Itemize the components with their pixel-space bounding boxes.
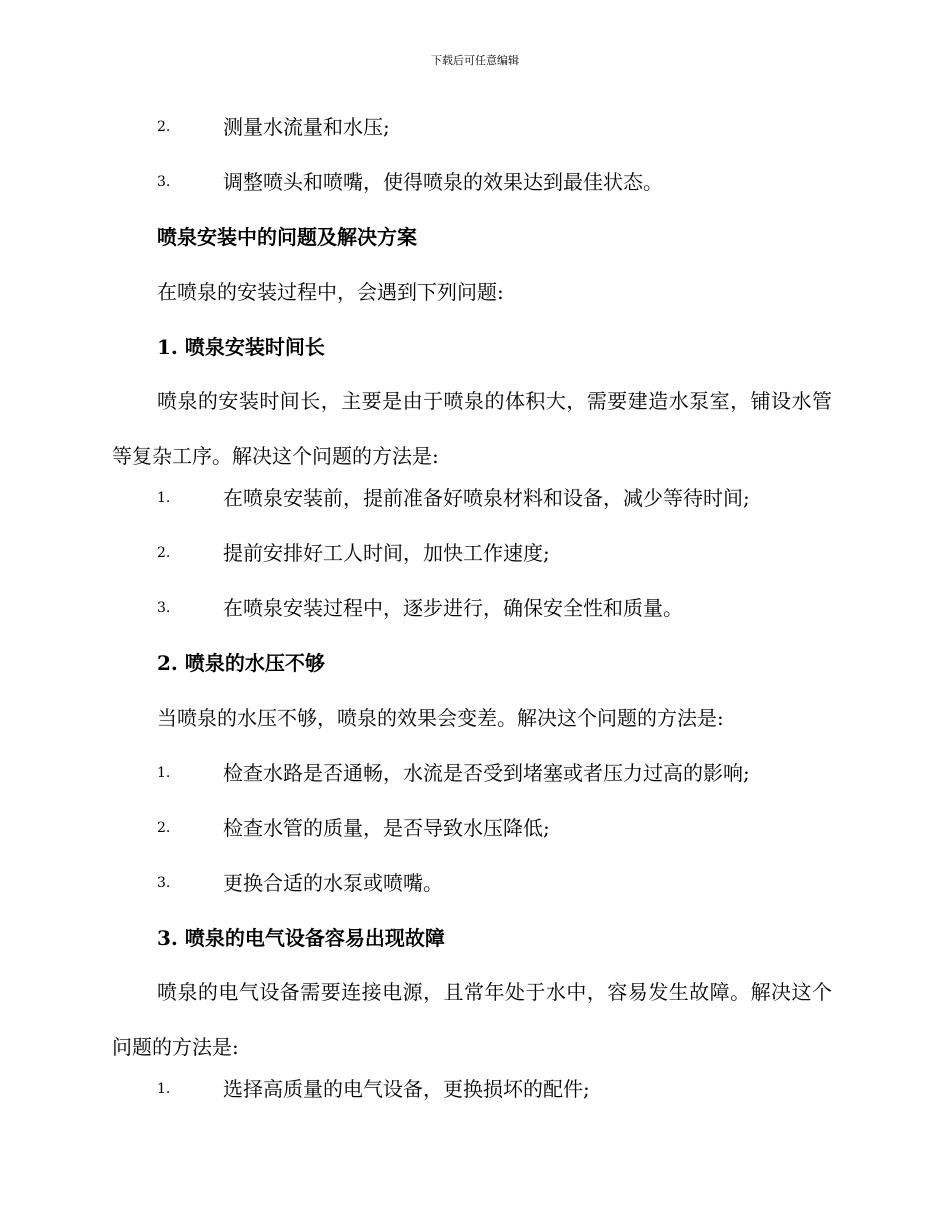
paragraph: 在喷泉的安装过程中，会遇到下列问题: <box>157 280 504 304</box>
subsection-heading: 1. 喷泉安装时间长 <box>157 335 325 359</box>
list-number: 2. <box>157 820 171 836</box>
list-text: 调整喷头和喷嘴，使得喷泉的效果达到最佳状态。 <box>223 170 663 194</box>
subsection-heading: 2. 喷泉的水压不够 <box>157 651 325 675</box>
paragraph: 当喷泉的水压不够，喷泉的效果会变差。解决这个问题的方法是: <box>157 706 724 730</box>
list-text: 更换合适的水泵或喷嘴。 <box>223 871 443 895</box>
list-text: 选择高质量的电气设备，更换损坏的配件; <box>223 1077 590 1101</box>
list-number: 3. <box>157 174 171 190</box>
list-number: 1. <box>157 1081 171 1097</box>
list-number: 1. <box>157 765 171 781</box>
subsection-heading: 3. 喷泉的电气设备容易出现故障 <box>157 926 445 950</box>
list-number: 1. <box>157 490 171 506</box>
list-text: 提前安排好工人时间，加快工作速度; <box>223 541 550 565</box>
list-text: 检查水路是否通畅，水流是否受到堵塞或者压力过高的影响; <box>223 761 750 785</box>
list-text: 检查水管的质量，是否导致水压降低; <box>223 816 550 840</box>
list-number: 2. <box>157 119 171 135</box>
page-header: 下载后可任意编辑 <box>431 54 519 67</box>
list-text: 测量水流量和水压; <box>223 115 390 139</box>
list-number: 3. <box>157 875 171 891</box>
list-number: 2. <box>157 545 171 561</box>
list-text: 在喷泉安装前，提前准备好喷泉材料和设备，减少等待时间; <box>223 486 750 510</box>
list-text: 在喷泉安装过程中，逐步进行，确保安全性和质量。 <box>223 596 683 620</box>
paragraph: 喷泉的安装时间长，主要是由于喷泉的体积大，需要建造水泵室，铺设水管等复杂工序。解决这个问题的方法是: <box>112 389 832 468</box>
paragraph: 喷泉的电气设备需要连接电源，且常年处于水中，容易发生故障。解决这个问题的方法是: <box>112 980 832 1059</box>
section-heading: 喷泉安装中的问题及解决方案 <box>157 225 417 249</box>
list-number: 3. <box>157 600 171 616</box>
